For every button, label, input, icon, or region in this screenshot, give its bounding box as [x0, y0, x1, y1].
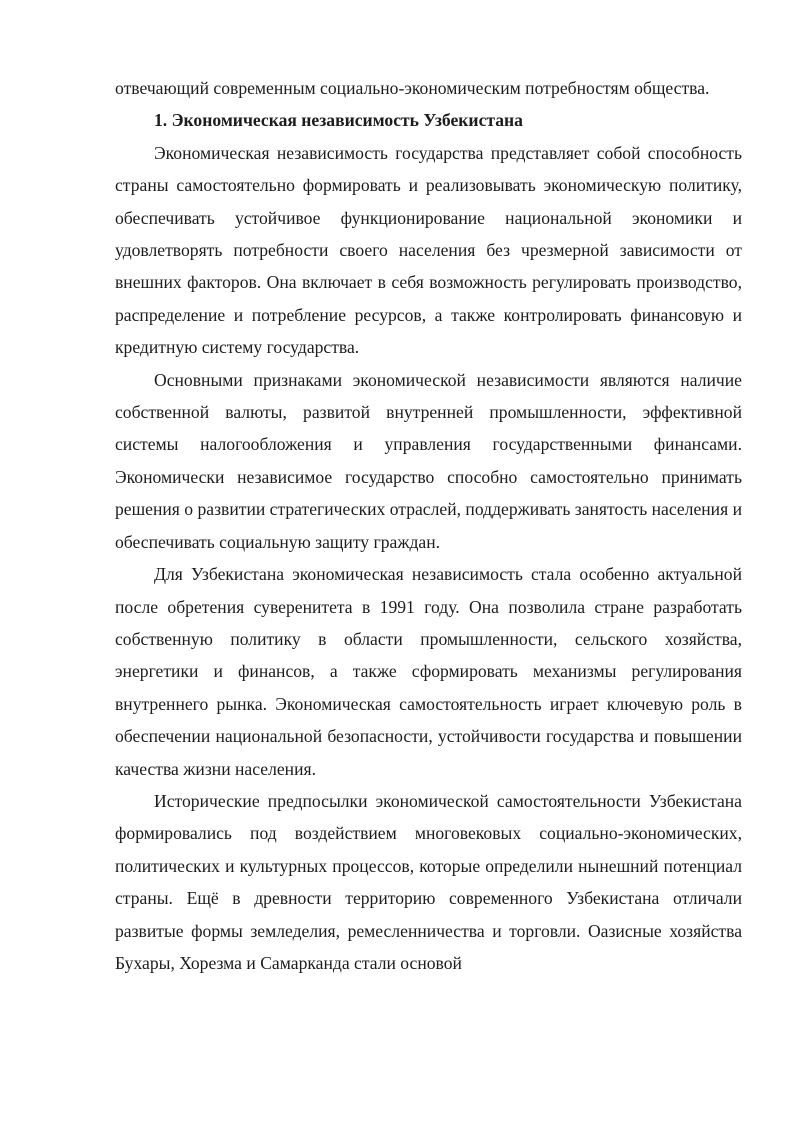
paragraph-history: Исторические предпосылки экономической самостоятельности Узбекистана формировались под воздействием многовековых социально-экономических, политических и культурных процессов, которые определили нынешний потенциал страны. Ещё в древности территорию современного Узбекистана отличали развитые формы земледелия, ремесленничества и торговли. Оазисные хозяйства Бухары, Хорезма и Самарканда стали основой [115, 790, 742, 973]
paragraph-definition: Экономическая независимость государства представляет собой способность страны самостоятельно формировать и реализовывать экономическую политику, обеспечивать устойчивое функционирование национальной экономики и удовлетворять потребности своего населения без чрезмерной зависимости от внешних факторов. Она включает в себя возможность регулировать производство, распределение и потребление ресурсов, а также контролировать финансовую и кредитную систему государства. [115, 142, 742, 358]
section-heading: 1. Экономическая независимость Узбекистана [154, 110, 523, 131]
continuation-paragraph: отвечающий современным социально-экономическим потребностям общества. [115, 78, 710, 98]
paragraph-attributes: Основными признаками экономической независимости являются наличие собственной валюты, развитой внутренней промышленности, эффективной системы налогообложения и управления государственными финансами. Экономически независимое государство способно самостоятельно принимать решения о развитии стратегических отраслей, поддерживать занятость населения и обеспечивать социальную защиту граждан. [115, 369, 743, 552]
paragraph-uzbekistan: Для Узбекистана экономическая независимость стала особенно актуальной после обретения суверенитета в 1991 году. Она позволила стране разработать собственную политику в области промышленности, сельского хозяйства, энергетики и финансов, а также сформировать механизмы регулирования внутреннего рынка. Экономическая самостоятельность играет ключевую роль в обеспечении национальной безопасности, устойчивости государства и повышении качества жизни населения. [115, 564, 742, 779]
document-body [115, 72, 742, 979]
